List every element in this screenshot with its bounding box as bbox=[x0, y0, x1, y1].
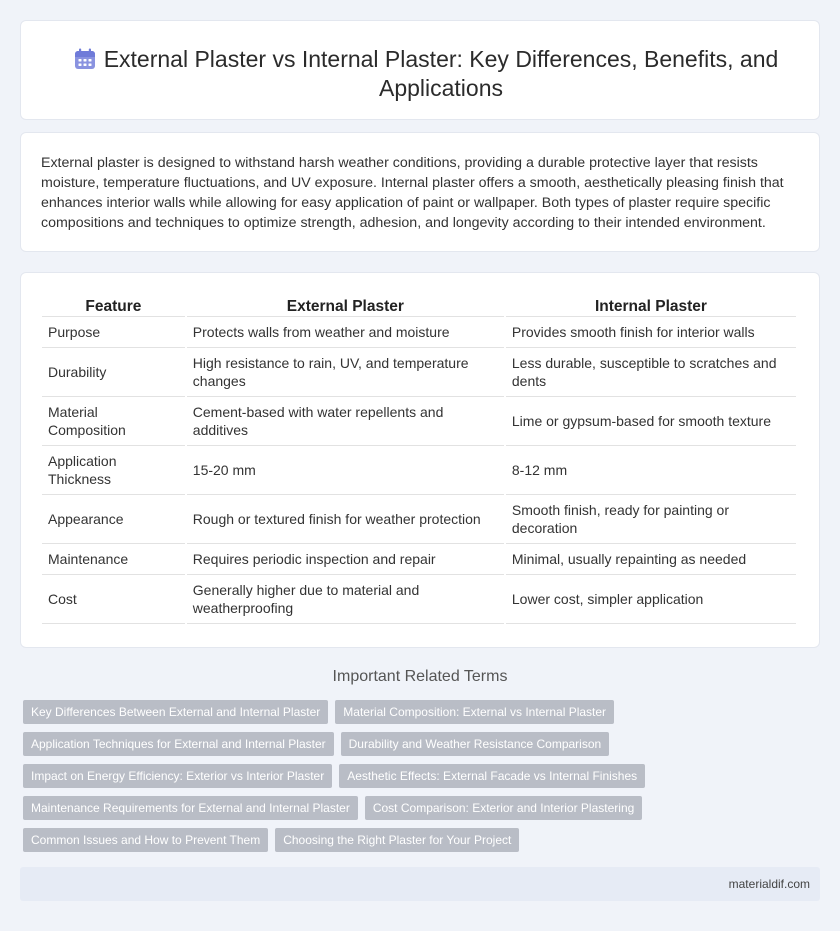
table-header-row bbox=[42, 293, 796, 317]
table-row bbox=[42, 446, 796, 495]
table-row bbox=[42, 544, 796, 575]
related-term-tag[interactable]: Common Issues and How to Prevent Them bbox=[23, 828, 268, 852]
external-cell: Generally higher due to material and weatherproofing bbox=[187, 575, 504, 624]
footer bbox=[20, 867, 820, 901]
intro-paragraph: External plaster is designed to withstand harsh weather conditions, providing a durable protective layer that resists moisture, temperature fluctuations, and UV exposure. Internal plaster offers a smooth, aesthetically pleasing finish that enhances interior walls while allowing for easy application of paint or wallpaper. Both types of plaster require specific compositions and techniques to optimize strength, adhesion, and longevity according to their intended environment. bbox=[41, 155, 784, 231]
comparison-table bbox=[40, 293, 798, 624]
related-term-tag[interactable]: Material Composition: External vs Internal Plaster bbox=[335, 700, 614, 724]
intro-card bbox=[20, 132, 820, 252]
table-row bbox=[42, 317, 796, 348]
feature-cell: Application Thickness bbox=[42, 446, 185, 495]
external-cell: Requires periodic inspection and repair bbox=[187, 544, 504, 575]
comparison-table-card bbox=[20, 272, 820, 648]
header-card bbox=[20, 20, 820, 120]
table-row bbox=[42, 495, 796, 544]
external-cell: Rough or textured finish for weather protection bbox=[187, 495, 504, 544]
feature-cell: Cost bbox=[42, 575, 185, 624]
related-term-tag[interactable]: Application Techniques for External and Internal Plaster bbox=[23, 732, 334, 756]
internal-cell: Smooth finish, ready for painting or decoration bbox=[506, 495, 796, 544]
internal-cell: Less durable, susceptible to scratches and dents bbox=[506, 348, 796, 397]
table-row bbox=[42, 397, 796, 446]
internal-cell: Minimal, usually repainting as needed bbox=[506, 544, 796, 575]
external-cell: Protects walls from weather and moisture bbox=[187, 317, 504, 348]
feature-cell: Appearance bbox=[42, 495, 185, 544]
feature-cell: Material Composition bbox=[42, 397, 185, 446]
page-title: External Plaster vs Internal Plaster: Key Differences, Benefits, and Applications bbox=[103, 46, 779, 101]
table-row bbox=[42, 575, 796, 624]
related-term-tag[interactable]: Aesthetic Effects: External Facade vs Internal Finishes bbox=[339, 764, 645, 788]
calendar-icon bbox=[73, 47, 97, 71]
related-terms-list bbox=[23, 700, 823, 860]
feature-cell: Purpose bbox=[42, 317, 185, 348]
related-term-tag[interactable]: Cost Comparison: Exterior and Interior Plastering bbox=[365, 796, 642, 820]
table-row bbox=[42, 348, 796, 397]
external-cell: Cement-based with water repellents and additives bbox=[187, 397, 504, 446]
related-term-tag[interactable]: Key Differences Between External and Internal Plaster bbox=[23, 700, 328, 724]
footer-site-name: materialdif.com bbox=[728, 877, 810, 891]
internal-cell: 8-12 mm bbox=[506, 446, 796, 495]
feature-cell: Durability bbox=[42, 348, 185, 397]
related-term-tag[interactable]: Maintenance Requirements for External and Internal Plaster bbox=[23, 796, 358, 820]
external-cell: High resistance to rain, UV, and temperature changes bbox=[187, 348, 504, 397]
internal-cell: Provides smooth finish for interior walls bbox=[506, 317, 796, 348]
header-feature: Feature bbox=[42, 293, 185, 317]
header-internal-plaster: Internal Plaster bbox=[506, 293, 796, 317]
related-term-tag[interactable]: Impact on Energy Efficiency: Exterior vs Interior Plaster bbox=[23, 764, 332, 788]
related-terms-title: Important Related Terms bbox=[332, 668, 508, 685]
feature-cell: Maintenance bbox=[42, 544, 185, 575]
header-external-plaster: External Plaster bbox=[187, 293, 504, 317]
external-cell: 15-20 mm bbox=[187, 446, 504, 495]
internal-cell: Lime or gypsum-based for smooth texture bbox=[506, 397, 796, 446]
related-term-tag[interactable]: Choosing the Right Plaster for Your Project bbox=[275, 828, 519, 852]
internal-cell: Lower cost, simpler application bbox=[506, 575, 796, 624]
related-term-tag[interactable]: Durability and Weather Resistance Comparison bbox=[341, 732, 610, 756]
